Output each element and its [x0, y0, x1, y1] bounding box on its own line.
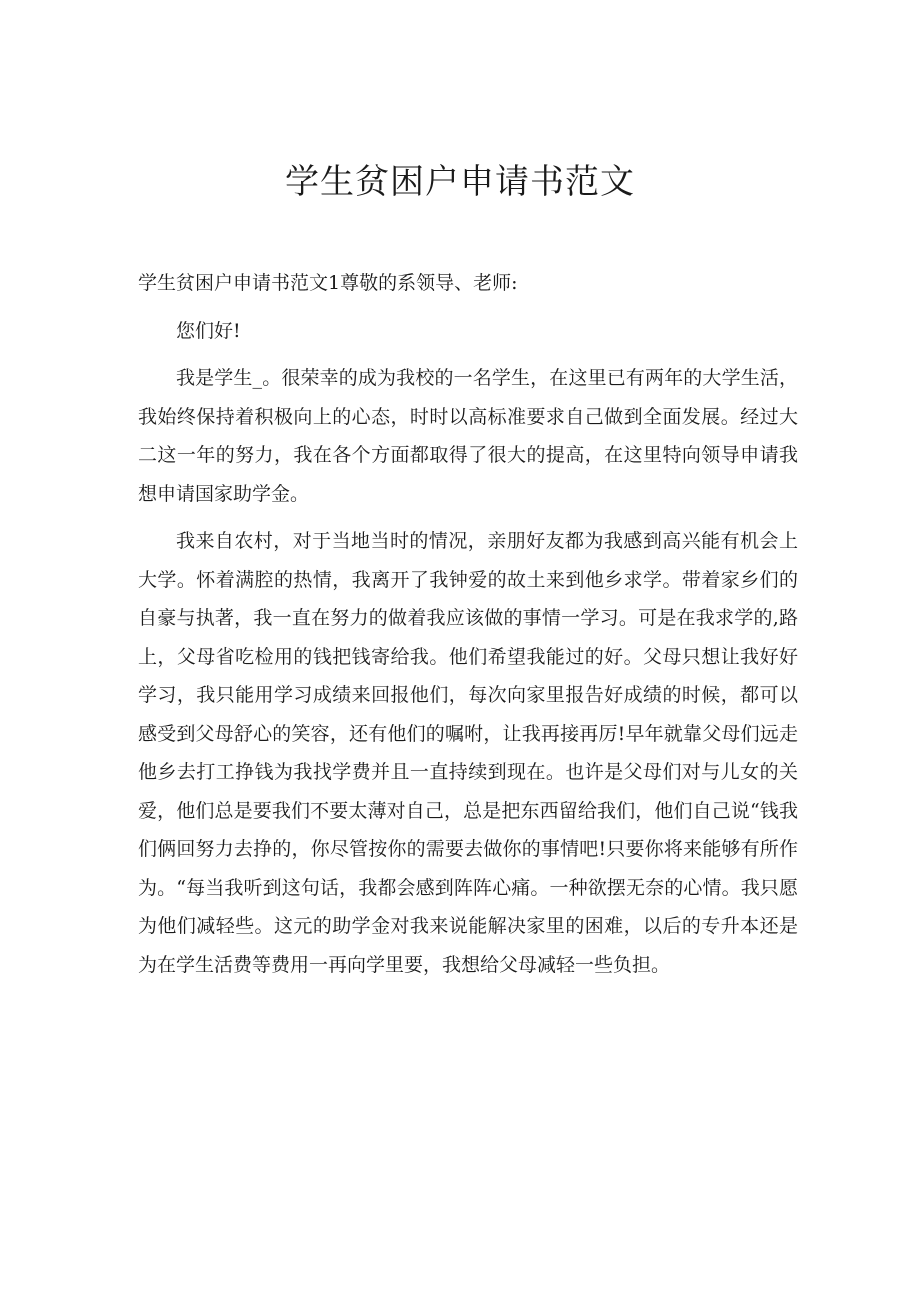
greeting: 您们好!: [176, 319, 241, 342]
paragraph-1: 我是学生_。很荣幸的成为我校的一名学生，在这里已有两年的大学生活，我始终保持着积极向上的心态，时时以高标准要求自己做到全面发展。经过大二这一年的努力，我在各个方面都取得了很大的提高，在这里特向领导申请我想申请国家助学金。: [138, 367, 798, 505]
document-title: 学生贫困户申请书范文: [285, 162, 635, 202]
paragraph-2: 我来自农村，对于当地当时的情况，亲朋好友都为我感到高兴能有机会上大学。怀着满腔的热情，我离开了我钟爱的故土来到他乡求学。带着家乡们的自豪与执著，我一直在努力的做着我应该做的事情一学习。可是在我求学的,路上，父母省吃检用的钱把钱寄给我。他们希望我能过的好。父母只想让我好好学习，我只能用学习成绩来回报他们，每次向家里报告好成绩的时候，都可以感受到父母舒心的笑容，还有他们的嘱咐，让我再接再厉!早年就靠父母们远走他乡去打工挣钱为我找学费并且一直持续到现在。也许是父母们对与儿女的关爱，他们总是要我们不要太薄对自己，总是把东西留给我们，他们自己说“钱我们俩回努力去挣的，你尽管按你的需要去做你的事情吧!只要你将来能够有所作为。“每当我听到这句话，我都会感到阵阵心痛。一种欲摆无奈的心情。我只愿为他们减轻些。这元的助学金对我来说能解决家里的困难，以后的专升本还是为在学生活费等费用一再向学里要，我想给父母减轻一些负担。: [138, 530, 798, 976]
document-body: [138, 264, 798, 993]
salutation-line: 学生贫困户申请书范文1尊敬的系领导、老师:: [138, 272, 518, 294]
